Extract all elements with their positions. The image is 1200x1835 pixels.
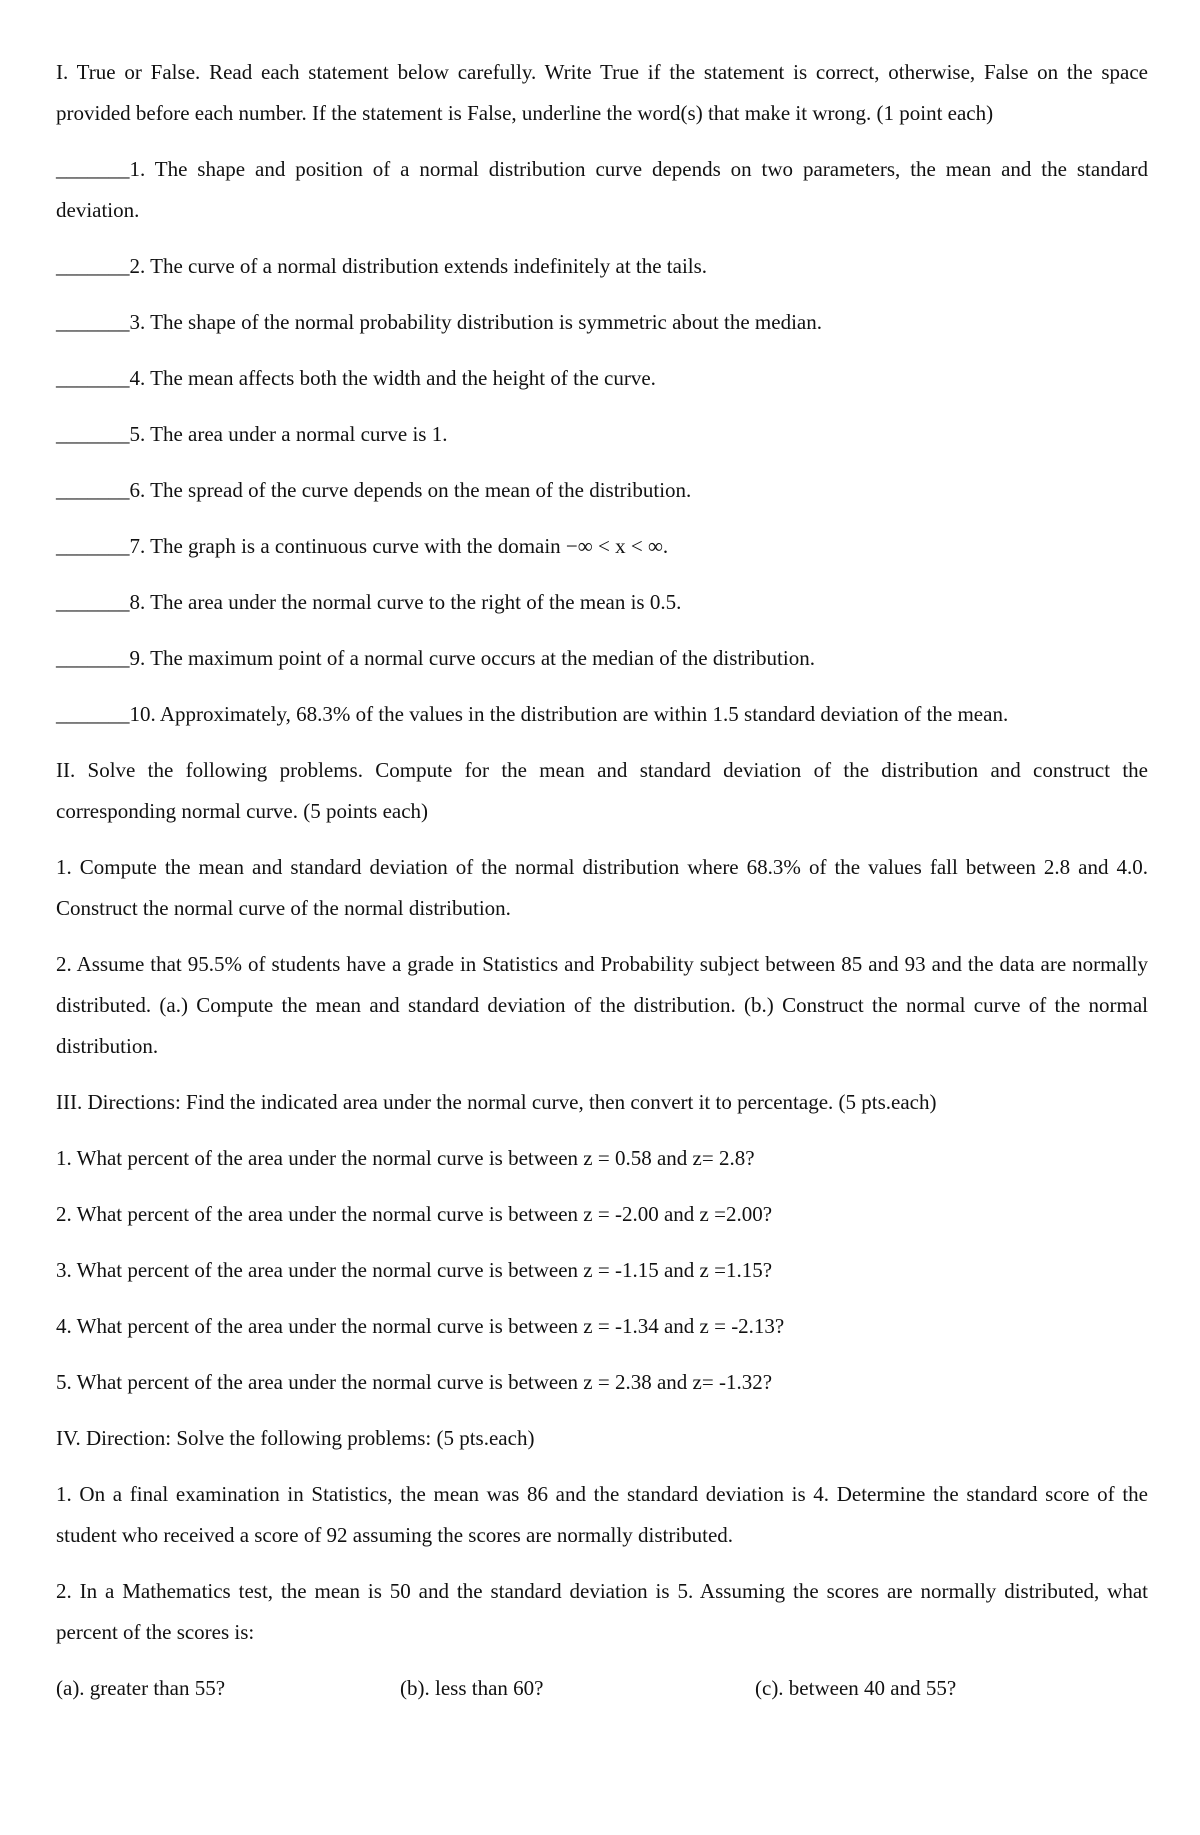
section-2-heading: II. Solve the following problems. Compute for the mean and standard deviation of the distribution and construct the corresponding normal curve. (5 points each) xyxy=(56,758,1148,823)
choice-c: (c). between 40 and 55? xyxy=(755,1676,957,1700)
choice-a: (a). greater than 55? xyxy=(56,1676,226,1700)
tf-item-text: 9. The maximum point of a normal curve occurs at the median of the distribution. xyxy=(129,646,815,670)
tf-item-text: 8. The area under the normal curve to the right of the mean is 0.5. xyxy=(129,590,682,614)
answer-blank: _______ xyxy=(56,157,130,181)
answer-blank: _______ xyxy=(56,590,130,614)
tf-item-7 xyxy=(56,526,1148,567)
tf-item-text: 2. The curve of a normal distribution extends indefinitely at the tails. xyxy=(129,254,708,278)
answer-blank: _______ xyxy=(56,478,130,502)
answer-blank: _______ xyxy=(56,702,130,726)
tf-item-9 xyxy=(56,638,1148,679)
tf-item-8 xyxy=(56,582,1148,623)
area-question-4: 4. What percent of the area under the normal curve is between z = -1.34 and z = -2.13? xyxy=(56,1314,785,1338)
choice-b: (b). less than 60? xyxy=(400,1676,544,1700)
answer-blank: _______ xyxy=(56,366,130,390)
area-question-2: 2. What percent of the area under the normal curve is between z = -2.00 and z =2.00? xyxy=(56,1202,773,1226)
tf-item-5 xyxy=(56,414,1148,455)
area-question-1: 1. What percent of the area under the normal curve is between z = 0.58 and z= 2.8? xyxy=(56,1146,755,1170)
tf-item-10 xyxy=(56,694,1148,735)
section-1-heading: I. True or False. Read each statement below carefully. Write True if the statement is correct, otherwise, False on the space provided before each number. If the statement is False, underline the word(s) that make it wrong. (1 point each) xyxy=(56,60,1148,125)
tf-item-2 xyxy=(56,246,1148,287)
tf-item-4 xyxy=(56,358,1148,399)
answer-blank: _______ xyxy=(56,310,130,334)
tf-item-1 xyxy=(56,149,1148,231)
area-question-5: 5. What percent of the area under the normal curve is between z = 2.38 and z= -1.32? xyxy=(56,1370,773,1394)
area-question-3: 3. What percent of the area under the normal curve is between z = -1.15 and z =1.15? xyxy=(56,1258,773,1282)
tf-item-text: 5. The area under a normal curve is 1. xyxy=(129,422,448,446)
problem-item-1: 1. Compute the mean and standard deviation of the normal distribution where 68.3% of the values fall between 2.8 and 4.0. Construct the normal curve of the normal distribution. xyxy=(56,855,1148,920)
answer-choices xyxy=(56,1668,1148,1709)
tf-item-text: 10. Approximately, 68.3% of the values in the distribution are within 1.5 standard deviation of the mean. xyxy=(129,702,1009,726)
tf-item-6 xyxy=(56,470,1148,511)
answer-blank: _______ xyxy=(56,534,130,558)
tf-item-text: 1. The shape and position of a normal distribution curve depends on two parameters, the mean and the standard deviation. xyxy=(56,157,1148,222)
section-3-heading: III. Directions: Find the indicated area under the normal curve, then convert it to percentage. (5 pts.each) xyxy=(56,1090,937,1114)
answer-blank: _______ xyxy=(56,422,130,446)
answer-blank: _______ xyxy=(56,646,130,670)
answer-blank: _______ xyxy=(56,254,130,278)
word-problem-1: 1. On a final examination in Statistics, the mean was 86 and the standard deviation is 4. Determine the standard score of the student who received a score of 92 assuming the scores are normally distributed. xyxy=(56,1482,1148,1547)
tf-item-text: 3. The shape of the normal probability distribution is symmetric about the median. xyxy=(129,310,822,334)
problem-item-2: 2. Assume that 95.5% of students have a grade in Statistics and Probability subject between 85 and 93 and the data are normally distributed. (a.) Compute the mean and standard deviation of the distribution. (b.) Construct the normal curve of the normal distribution. xyxy=(56,952,1148,1058)
section-4-heading: IV. Direction: Solve the following problems: (5 pts.each) xyxy=(56,1426,535,1450)
tf-item-3 xyxy=(56,302,1148,343)
tf-item-text: 7. The graph is a continuous curve with the domain −∞ < x < ∞. xyxy=(129,534,669,558)
tf-item-text: 6. The spread of the curve depends on the mean of the distribution. xyxy=(129,478,692,502)
tf-item-text: 4. The mean affects both the width and the height of the curve. xyxy=(129,366,656,390)
word-problem-2: 2. In a Mathematics test, the mean is 50 and the standard deviation is 5. Assuming the scores are normally distributed, what percent of the scores is: xyxy=(56,1579,1148,1644)
